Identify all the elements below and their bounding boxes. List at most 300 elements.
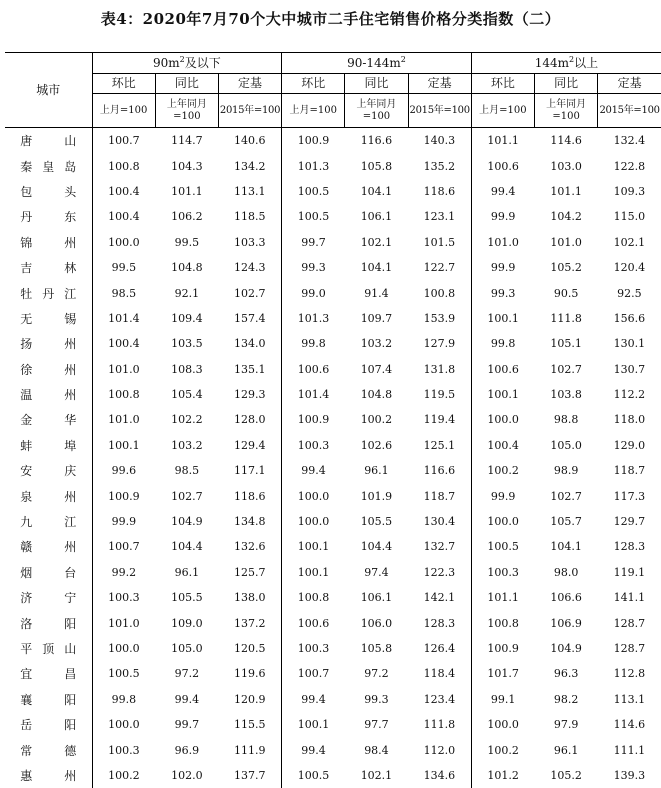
city-cell (5, 712, 92, 737)
index-value-cell: 102.7 (534, 483, 597, 508)
index-value-cell: 130.4 (408, 509, 471, 534)
index-value-cell: 100.5 (92, 661, 155, 686)
index-value-cell: 100.0 (471, 712, 534, 737)
index-value-cell: 111.8 (408, 712, 471, 737)
index-value-cell: 103.5 (155, 331, 218, 356)
index-value-cell: 104.3 (155, 153, 218, 178)
index-value-cell: 100.8 (471, 610, 534, 635)
index-value-cell: 119.1 (598, 560, 661, 585)
index-value-cell: 100.3 (92, 585, 155, 610)
index-value-cell: 105.0 (534, 433, 597, 458)
index-value-cell: 120.9 (218, 687, 281, 712)
index-value-cell: 100.6 (282, 610, 345, 635)
index-value-cell: 140.3 (408, 128, 471, 154)
index-value-cell: 116.6 (345, 128, 408, 154)
index-value-cell: 123.4 (408, 687, 471, 712)
index-value-cell: 104.1 (345, 255, 408, 280)
table-row (5, 306, 661, 331)
index-value-cell: 99.7 (155, 712, 218, 737)
index-value-cell: 105.8 (345, 636, 408, 661)
base-header-yoy: 上年同月=100 (155, 94, 218, 128)
city-name: 九江 (20, 513, 76, 530)
index-value-cell: 106.2 (155, 204, 218, 229)
index-value-cell: 134.0 (218, 331, 281, 356)
sub-header-mom: 环比 (92, 74, 155, 94)
index-value-cell: 108.3 (155, 357, 218, 382)
index-value-cell: 101.2 (471, 763, 534, 788)
city-name: 锦州 (20, 234, 76, 251)
index-value-cell: 118.6 (408, 179, 471, 204)
index-value-cell: 100.4 (92, 179, 155, 204)
index-value-cell: 99.1 (471, 687, 534, 712)
group-header-large: $144m^2$以上 (471, 53, 661, 74)
table-row (5, 255, 661, 280)
index-value-cell: 101.0 (92, 610, 155, 635)
index-value-cell: 100.4 (92, 204, 155, 229)
city-cell (5, 458, 92, 483)
index-value-cell: 105.2 (534, 255, 597, 280)
table-row (5, 636, 661, 661)
index-value-cell: 99.9 (471, 483, 534, 508)
table-row (5, 204, 661, 229)
index-value-cell: 100.8 (408, 280, 471, 305)
base-header-mom: 上月=100 (471, 94, 534, 128)
index-value-cell: 99.4 (155, 687, 218, 712)
index-value-cell: 100.0 (92, 712, 155, 737)
sub-header-mom: 环比 (282, 74, 345, 94)
index-value-cell: 120.5 (218, 636, 281, 661)
index-value-cell: 100.2 (92, 763, 155, 788)
index-value-cell: 101.1 (471, 585, 534, 610)
index-value-cell: 102.0 (155, 763, 218, 788)
index-value-cell: 100.9 (282, 407, 345, 432)
sub-header-fixed: 定基 (408, 74, 471, 94)
index-value-cell: 100.3 (282, 433, 345, 458)
index-value-cell: 128.3 (408, 610, 471, 635)
city-cell (5, 534, 92, 559)
index-value-cell: 101.9 (345, 483, 408, 508)
index-value-cell: 99.0 (282, 280, 345, 305)
city-cell (5, 610, 92, 635)
index-value-cell: 99.8 (471, 331, 534, 356)
index-value-cell: 122.8 (598, 153, 661, 178)
index-value-cell: 128.7 (598, 610, 661, 635)
index-value-cell: 138.0 (218, 585, 281, 610)
table-body (5, 128, 661, 788)
index-value-cell: 100.3 (92, 737, 155, 762)
index-value-cell: 100.6 (471, 153, 534, 178)
index-value-cell: 117.1 (218, 458, 281, 483)
city-name: 岳阳 (20, 716, 76, 733)
index-value-cell: 132.6 (218, 534, 281, 559)
base-header-fixed: 2015年=100 (408, 94, 471, 128)
table-row (5, 737, 661, 762)
city-cell (5, 128, 92, 154)
index-value-cell: 97.4 (345, 560, 408, 585)
table-row (5, 280, 661, 305)
table-row (5, 712, 661, 737)
index-value-cell: 134.2 (218, 153, 281, 178)
city-cell (5, 255, 92, 280)
table-header (5, 53, 661, 128)
index-value-cell: 100.0 (471, 407, 534, 432)
index-value-cell: 96.9 (155, 737, 218, 762)
index-value-cell: 114.6 (534, 128, 597, 154)
index-value-cell: 101.0 (534, 230, 597, 255)
city-name: 襄阳 (20, 691, 76, 708)
index-value-cell: 100.9 (471, 636, 534, 661)
index-value-cell: 103.2 (345, 331, 408, 356)
index-value-cell: 96.1 (345, 458, 408, 483)
index-value-cell: 142.1 (408, 585, 471, 610)
sub-header-yoy: 同比 (345, 74, 408, 94)
index-value-cell: 103.0 (534, 153, 597, 178)
index-value-cell: 102.1 (345, 763, 408, 788)
index-value-cell: 100.1 (471, 306, 534, 331)
table-row (5, 763, 661, 788)
index-value-cell: 122.3 (408, 560, 471, 585)
group-header-medium: $90-144m^2$ (282, 53, 472, 74)
index-value-cell: 100.0 (92, 230, 155, 255)
index-value-cell: 130.1 (598, 331, 661, 356)
index-value-cell: 98.4 (345, 737, 408, 762)
city-name: 宜昌 (20, 665, 76, 682)
index-value-cell: 103.3 (218, 230, 281, 255)
table-row (5, 661, 661, 686)
index-value-cell: 98.0 (534, 560, 597, 585)
index-value-cell: 101.0 (92, 357, 155, 382)
city-cell (5, 204, 92, 229)
table-row (5, 331, 661, 356)
city-cell (5, 382, 92, 407)
index-value-cell: 99.5 (92, 255, 155, 280)
index-value-cell: 100.2 (345, 407, 408, 432)
index-value-cell: 118.6 (218, 483, 281, 508)
index-value-cell: 139.3 (598, 763, 661, 788)
index-value-cell: 102.6 (345, 433, 408, 458)
index-value-cell: 137.2 (218, 610, 281, 635)
index-value-cell: 100.0 (282, 509, 345, 534)
city-name: 温州 (20, 386, 76, 403)
index-value-cell: 100.6 (471, 357, 534, 382)
index-value-cell: 101.1 (155, 179, 218, 204)
index-value-cell: 100.0 (471, 509, 534, 534)
city-cell (5, 179, 92, 204)
index-value-cell: 99.8 (92, 687, 155, 712)
index-value-cell: 99.4 (471, 179, 534, 204)
index-value-cell: 117.3 (598, 483, 661, 508)
city-name: 吉林 (20, 259, 76, 276)
index-value-cell: 101.4 (92, 306, 155, 331)
index-value-cell: 101.4 (282, 382, 345, 407)
index-value-cell: 100.5 (282, 763, 345, 788)
index-value-cell: 130.7 (598, 357, 661, 382)
index-value-cell: 101.0 (471, 230, 534, 255)
index-value-cell: 98.5 (155, 458, 218, 483)
index-value-cell: 106.6 (534, 585, 597, 610)
table-row (5, 610, 661, 635)
table-row (5, 407, 661, 432)
table-row (5, 179, 661, 204)
table-row (5, 230, 661, 255)
index-value-cell: 124.3 (218, 255, 281, 280)
index-value-cell: 100.9 (92, 483, 155, 508)
city-cell (5, 509, 92, 534)
index-value-cell: 102.7 (534, 357, 597, 382)
city-cell (5, 483, 92, 508)
index-value-cell: 99.9 (92, 509, 155, 534)
index-value-cell: 104.4 (345, 534, 408, 559)
index-value-cell: 100.8 (92, 382, 155, 407)
index-value-cell: 118.5 (218, 204, 281, 229)
city-name: 泉州 (20, 488, 76, 505)
index-value-cell: 100.3 (282, 636, 345, 661)
index-value-cell: 100.1 (282, 534, 345, 559)
city-name: 秦皇岛 (20, 158, 76, 175)
table-row (5, 128, 661, 154)
sub-header-fixed: 定基 (598, 74, 661, 94)
city-cell (5, 433, 92, 458)
index-value-cell: 102.7 (155, 483, 218, 508)
city-name: 唐山 (20, 132, 76, 149)
index-value-cell: 113.1 (218, 179, 281, 204)
index-value-cell: 103.8 (534, 382, 597, 407)
index-value-cell: 102.7 (218, 280, 281, 305)
index-value-cell: 99.4 (282, 458, 345, 483)
city-name: 徐州 (20, 361, 76, 378)
city-cell (5, 585, 92, 610)
index-value-cell: 141.1 (598, 585, 661, 610)
table-row (5, 534, 661, 559)
index-value-cell: 90.5 (534, 280, 597, 305)
city-name: 包头 (20, 183, 76, 200)
index-value-cell: 125.1 (408, 433, 471, 458)
index-value-cell: 101.3 (282, 153, 345, 178)
index-value-cell: 105.8 (345, 153, 408, 178)
city-cell (5, 306, 92, 331)
city-name: 烟台 (20, 564, 76, 581)
index-value-cell: 120.4 (598, 255, 661, 280)
index-value-cell: 100.1 (282, 712, 345, 737)
index-value-cell: 106.1 (345, 204, 408, 229)
index-value-cell: 109.3 (598, 179, 661, 204)
city-cell (5, 230, 92, 255)
index-value-cell: 135.1 (218, 357, 281, 382)
city-name: 扬州 (20, 335, 76, 352)
index-value-cell: 101.1 (534, 179, 597, 204)
index-value-cell: 97.2 (345, 661, 408, 686)
city-cell (5, 407, 92, 432)
index-value-cell: 100.4 (92, 331, 155, 356)
index-value-cell: 109.7 (345, 306, 408, 331)
index-value-cell: 131.8 (408, 357, 471, 382)
index-value-cell: 99.8 (282, 331, 345, 356)
index-value-cell: 109.4 (155, 306, 218, 331)
index-value-cell: 100.5 (282, 179, 345, 204)
index-value-cell: 99.4 (282, 737, 345, 762)
index-value-cell: 98.9 (534, 458, 597, 483)
index-value-cell: 129.4 (218, 433, 281, 458)
index-value-cell: 98.8 (534, 407, 597, 432)
city-cell (5, 331, 92, 356)
index-value-cell: 100.5 (282, 204, 345, 229)
index-value-cell: 104.1 (345, 179, 408, 204)
index-value-cell: 100.2 (471, 737, 534, 762)
index-value-cell: 101.0 (92, 407, 155, 432)
city-column-header: 城市 (5, 53, 92, 128)
index-value-cell: 105.4 (155, 382, 218, 407)
index-value-cell: 99.3 (345, 687, 408, 712)
index-value-cell: 106.1 (345, 585, 408, 610)
city-name: 平顶山 (20, 640, 76, 657)
index-value-cell: 104.2 (534, 204, 597, 229)
index-value-cell: 107.4 (345, 357, 408, 382)
index-value-cell: 101.5 (408, 230, 471, 255)
index-value-cell: 119.5 (408, 382, 471, 407)
table-row (5, 357, 661, 382)
base-header-yoy: 上年同月=100 (534, 94, 597, 128)
index-value-cell: 106.0 (345, 610, 408, 635)
city-name: 赣州 (20, 538, 76, 555)
city-name: 牡丹江 (20, 285, 76, 302)
table-title: 表4：2020年7月70个大中城市二手住宅销售价格分类指数（二） (0, 8, 661, 29)
index-value-cell: 118.7 (408, 483, 471, 508)
index-value-cell: 114.6 (598, 712, 661, 737)
base-header-fixed: 2015年=100 (218, 94, 281, 128)
index-value-cell: 100.4 (471, 433, 534, 458)
city-name: 惠州 (20, 767, 76, 784)
index-value-cell: 101.1 (471, 128, 534, 154)
index-value-cell: 99.9 (471, 204, 534, 229)
index-value-cell: 101.3 (282, 306, 345, 331)
index-value-cell: 100.7 (282, 661, 345, 686)
index-value-cell: 153.9 (408, 306, 471, 331)
index-value-cell: 100.2 (471, 458, 534, 483)
index-value-cell: 99.4 (282, 687, 345, 712)
index-value-cell: 128.3 (598, 534, 661, 559)
city-name: 金华 (20, 411, 76, 428)
base-header-yoy: 上年同月=100 (345, 94, 408, 128)
index-value-cell: 105.5 (345, 509, 408, 534)
index-value-cell: 135.2 (408, 153, 471, 178)
index-value-cell: 128.0 (218, 407, 281, 432)
index-value-cell: 127.9 (408, 331, 471, 356)
index-value-cell: 125.7 (218, 560, 281, 585)
index-value-cell: 119.4 (408, 407, 471, 432)
index-value-cell: 102.2 (155, 407, 218, 432)
city-cell (5, 153, 92, 178)
index-value-cell: 104.8 (345, 382, 408, 407)
index-value-cell: 104.1 (534, 534, 597, 559)
index-value-cell: 105.2 (534, 763, 597, 788)
index-value-cell: 100.7 (92, 534, 155, 559)
index-value-cell: 105.5 (155, 585, 218, 610)
index-value-cell: 119.6 (218, 661, 281, 686)
city-cell (5, 636, 92, 661)
group-header-small: $90m^2$及以下 (92, 53, 282, 74)
table-row (5, 433, 661, 458)
index-value-cell: 129.3 (218, 382, 281, 407)
index-value-cell: 111.9 (218, 737, 281, 762)
index-value-cell: 99.9 (471, 255, 534, 280)
index-value-cell: 157.4 (218, 306, 281, 331)
index-value-cell: 126.4 (408, 636, 471, 661)
index-value-cell: 103.2 (155, 433, 218, 458)
index-value-cell: 111.1 (598, 737, 661, 762)
index-value-cell: 101.7 (471, 661, 534, 686)
index-value-cell: 100.1 (282, 560, 345, 585)
sub-header-mom: 环比 (471, 74, 534, 94)
index-value-cell: 100.9 (282, 128, 345, 154)
index-value-cell: 96.1 (155, 560, 218, 585)
index-value-cell: 99.3 (282, 255, 345, 280)
sub-header-yoy: 同比 (534, 74, 597, 94)
index-value-cell: 100.7 (92, 128, 155, 154)
city-cell (5, 737, 92, 762)
index-value-cell: 105.0 (155, 636, 218, 661)
price-index-table (5, 52, 661, 788)
city-name: 丹东 (20, 208, 76, 225)
index-value-cell: 113.1 (598, 687, 661, 712)
index-value-cell: 118.7 (598, 458, 661, 483)
base-header-mom: 上月=100 (92, 94, 155, 128)
index-value-cell: 114.7 (155, 128, 218, 154)
table-row (5, 585, 661, 610)
city-name: 安庆 (20, 462, 76, 479)
index-value-cell: 134.6 (408, 763, 471, 788)
index-value-cell: 112.2 (598, 382, 661, 407)
index-value-cell: 132.7 (408, 534, 471, 559)
base-header-fixed: 2015年=100 (598, 94, 661, 128)
base-header-row (5, 94, 661, 128)
city-cell (5, 687, 92, 712)
index-value-cell: 96.3 (534, 661, 597, 686)
index-value-cell: 100.0 (92, 636, 155, 661)
city-cell (5, 763, 92, 788)
city-name: 济宁 (20, 589, 76, 606)
index-value-cell: 92.1 (155, 280, 218, 305)
sub-header-row (5, 74, 661, 94)
city-name: 蚌埠 (20, 437, 76, 454)
index-value-cell: 132.4 (598, 128, 661, 154)
base-header-mom: 上月=100 (282, 94, 345, 128)
index-value-cell: 112.0 (408, 737, 471, 762)
index-value-cell: 97.9 (534, 712, 597, 737)
index-value-cell: 104.8 (155, 255, 218, 280)
city-cell (5, 560, 92, 585)
city-name: 常德 (20, 742, 76, 759)
table-row (5, 458, 661, 483)
city-cell (5, 280, 92, 305)
index-value-cell: 156.6 (598, 306, 661, 331)
index-value-cell: 104.9 (155, 509, 218, 534)
table-row (5, 509, 661, 534)
index-value-cell: 115.5 (218, 712, 281, 737)
index-value-cell: 109.0 (155, 610, 218, 635)
index-value-cell: 100.8 (92, 153, 155, 178)
table-row (5, 483, 661, 508)
sub-header-fixed: 定基 (218, 74, 281, 94)
index-value-cell: 129.0 (598, 433, 661, 458)
index-value-cell: 129.7 (598, 509, 661, 534)
index-value-cell: 128.7 (598, 636, 661, 661)
index-value-cell: 100.0 (282, 483, 345, 508)
index-value-cell: 102.1 (598, 230, 661, 255)
city-name: 无锡 (20, 310, 76, 327)
table-row (5, 153, 661, 178)
index-value-cell: 104.9 (534, 636, 597, 661)
index-value-cell: 104.4 (155, 534, 218, 559)
